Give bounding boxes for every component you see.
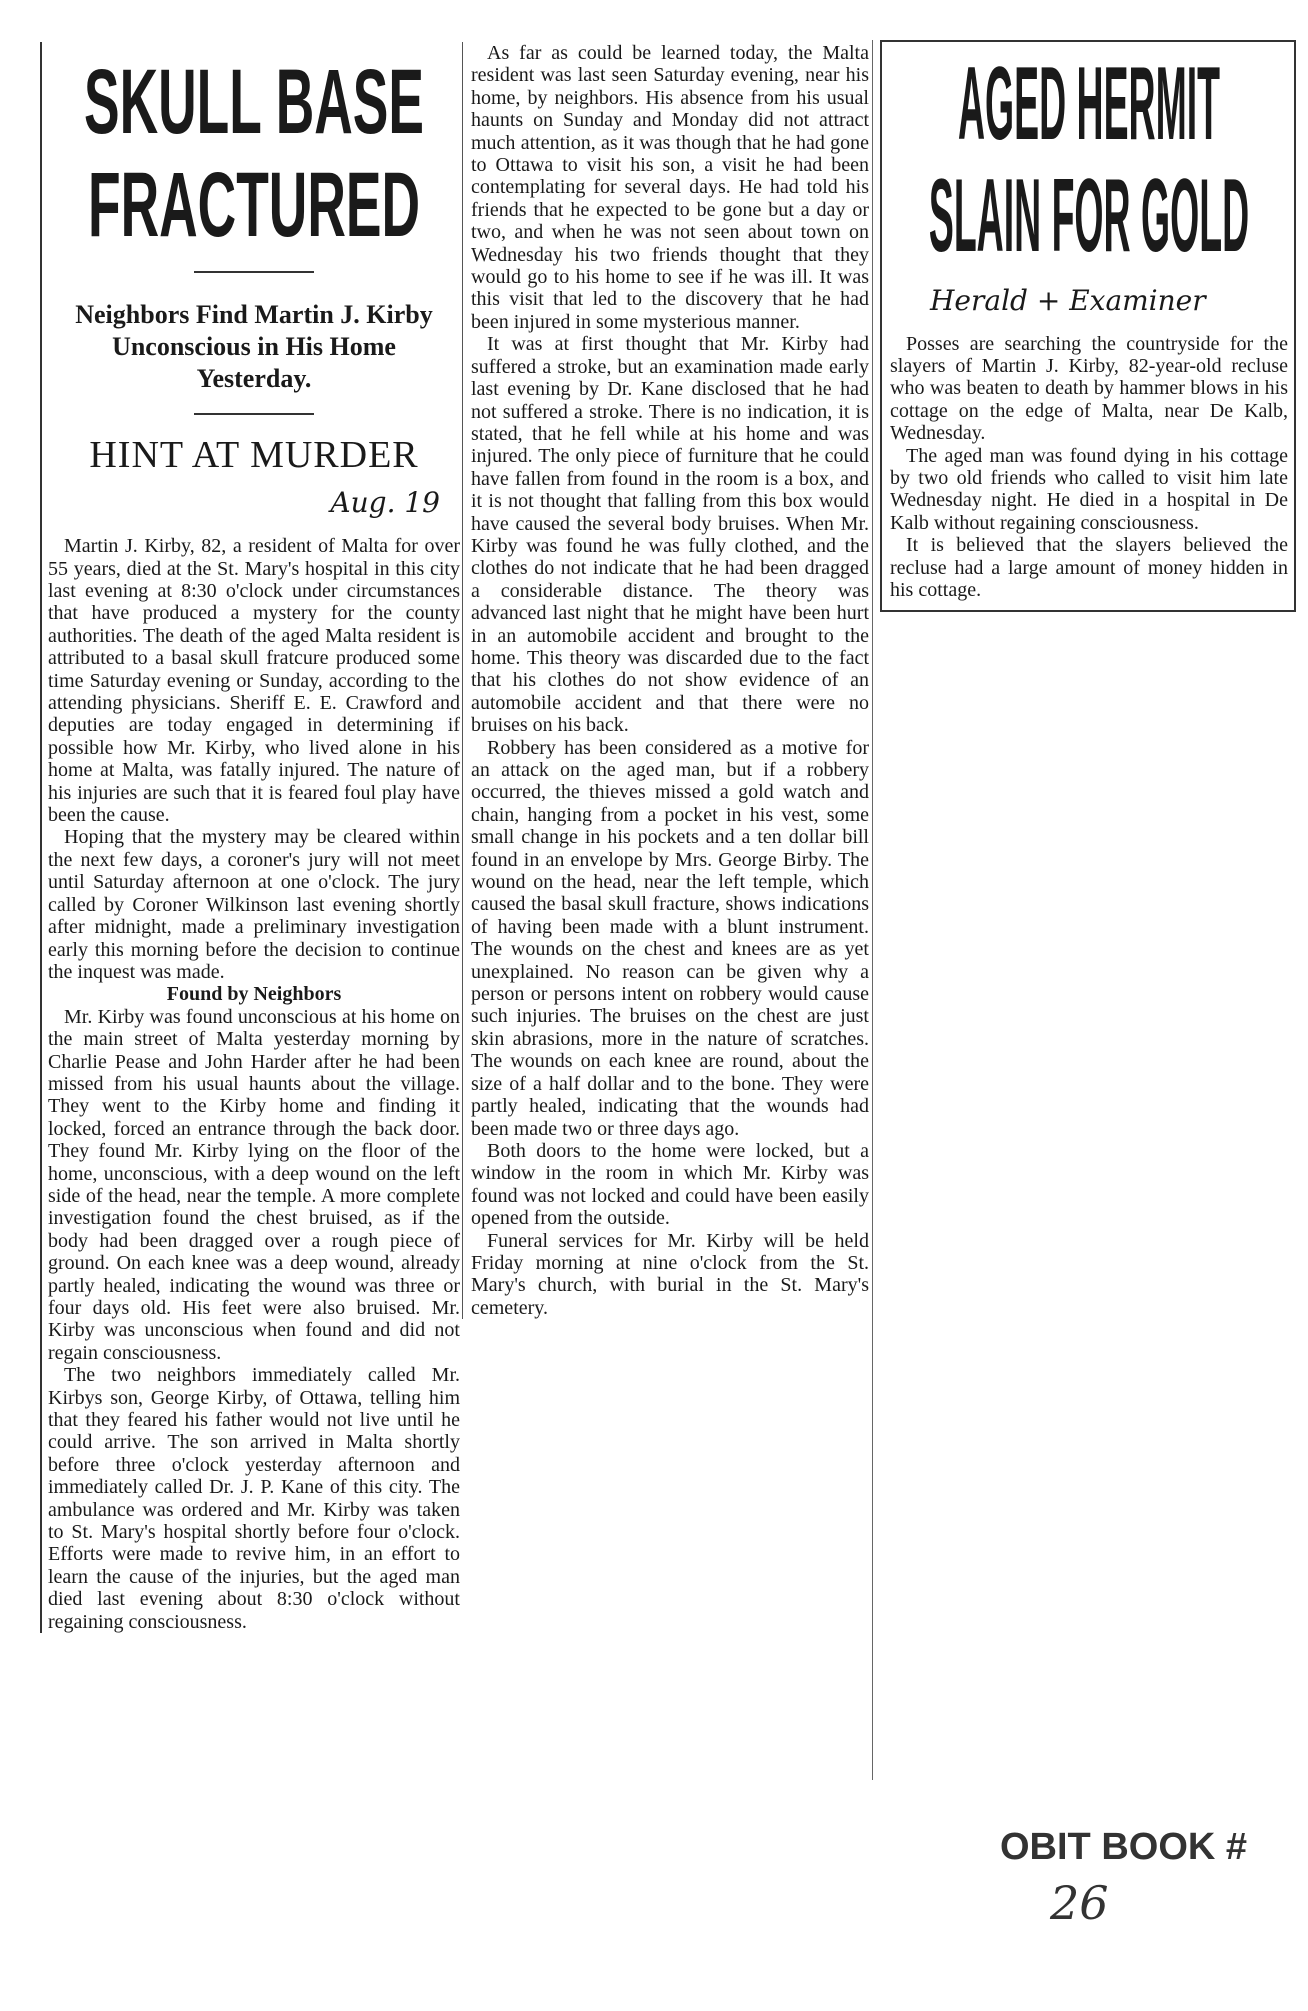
handwritten-date: Aug. 19 (330, 486, 440, 520)
paragraph: It was at first thought that Mr. Kirby had suffered a stroke, but an examination made early last evening by Dr. Kane disclosed that he had not suffered a stroke. There is no indication, it is stated, that he fell while at his home and was injured. The only piece of furniture that he could have fallen from found in the room is a box, and it is not thought that falling from this box would have caused the several body bruises. When Mr. Kirby was found he was fully clothed, and the clothes do not indicate that he had been dragged a considerable distance. The theory was advanced last night that he might have been hurt in an automobile accident and brought to the home. This theory was discarded due to the fact that his clothes do not show evidence of an automobile accident and that there were no bruises on his back. (471, 333, 869, 737)
divider (194, 413, 314, 415)
paragraph: Hoping that the mystery may be cleared within the next few days, a coroner's jury will not meet until Saturday afternoon at one o'clock. The jury called by Coroner Wilkinson last evening shortly after midnight, made a preliminary investigation early this morning before the decision to continue the inquest was made. (48, 826, 460, 983)
paragraph: The two neighbors immediately called Mr. Kirbys son, George Kirby, of Ottawa, telling him that they feared his father would not live until he could arrive. The son arrived in Malta shortly before three o'clock yesterday afternoon and immediately called Dr. J. P. Kane of this city. The ambulance was ordered and Mr. Kirby was taken to St. Mary's hospital shortly before four o'clock. Efforts were made to revive him, in an effort to learn the cause of the injuries, but the aged man died last evening about 8:30 o'clock without regaining consciousness. (48, 1364, 460, 1633)
deck: Neighbors Find Martin J. Kirby Unconscious in His Home Yesterday. (75, 300, 433, 394)
obit-book-number: 26 (1050, 1876, 1109, 1930)
headline: SLAIN FOR GOLD (928, 158, 1250, 275)
subhead: Found by Neighbors (166, 983, 342, 1006)
article-aged-hermit (880, 40, 1296, 612)
headline: AGED HERMIT (957, 46, 1221, 162)
divider (194, 271, 314, 273)
paragraph: As far as could be learned today, the Malta resident was last seen Saturday evening, near his home, by neighbors. His absence from his usual haunts on Sunday and Monday did not attract much attention, as it was though that he had gone to Ottawa to visit his son, a visit he had been contemplating for several days. He had told his friends that he expected to be gone but a day or two, and when he was not seen about town on Wednesday his two friends thought that they would go to his home to see if he was ill. It was this visit that led to the discovery that he had been injured in some mysterious manner. (471, 42, 869, 333)
paragraph: Funeral services for Mr. Kirby will be held Friday morning at nine o'clock from the St. Mary's church, with burial in the St. Mary's cemetery. (471, 1229, 869, 1319)
handwritten-source: Herald + Examiner (930, 283, 1206, 317)
paragraph: The aged man was found dying in his cottage by two old friends who called to visit him late Wednesday night. He died in a hospital in De Kalb without regaining consciousness. (890, 444, 1288, 534)
paragraph: It is believed that the slayers believed the recluse had a large amount of money hidden in his cottage. (890, 534, 1288, 602)
paragraph: Robbery has been considered as a motive for an attack on the aged man, but if a robbery occurred, the thieves missed a gold watch and chain, hanging from a pocket in his vest, some small change in his pockets and a ten dollar bill found in an envelope by Mrs. George Birby. The wound on the head, near the left temple, which caused the basal skull fracture, shows indications of having been made with a blunt instrument. The wounds on the chest and knees are as yet unexplained. No reason can be given why a person or persons intent on robbery would cause such injuries. The bruises on the chest are just skin abrasions, more in the nature of scratches. The wounds on each knee are round, about the size of a half dollar and to the bone. They were partly healed, indicating that the wounds had been made two or three days ago. (471, 736, 869, 1140)
paragraph: Mr. Kirby was found unconscious at his home on the main street of Malta yesterday morning by Charlie Pease and John Harder after he had been missed from his usual haunts about the village. They went to the Kirby home and finding it locked, forced an entrance through the back door. They found Mr. Kirby lying on the floor of the home, unconscious, with a deep wound on the left side of the head, near the temple. A more complete investigation found the chest bruised, as if the body had been dragged over a rough piece of ground. On each knee was a deep wound, already partly healed, indicating the wound was three or four days old. His feet were also bruised. Mr. Kirby was unconscious when found and did not regain consciousness. (48, 1005, 460, 1364)
obit-book-label: OBIT BOOK # (1000, 1826, 1248, 1868)
paragraph: Martin J. Kirby, 82, a resident of Malta for over 55 years, died at the St. Mary's hospital in this city last evening at 8:30 o'clock under circumstances that have produced a mystery for the county authorities. The death of the aged Malta resident is attributed to a basal skull fratcure produced some time Saturday evening or Sunday, according to the attending physicians. Sheriff E. E. Crawford and deputies are today engaged in determining if possible how Mr. Kirby, who lived alone in his home at Malta, was fatally injured. The nature of his injuries are such that it is feared foul play have been the cause. (48, 535, 460, 827)
column-divider (872, 40, 873, 1780)
headline: HINT AT MURDER (89, 434, 419, 477)
headline: SKULL BASE (84, 51, 424, 153)
headline: FRACTURED (88, 153, 420, 256)
article-skull-base-fractured (40, 42, 460, 1633)
article-continued (462, 42, 869, 1319)
paragraph: Posses are searching the countryside for the slayers of Martin J. Kirby, 82-year-old recluse who was beaten to death by hammer blows in his cottage on the edge of Malta, near De Kalb, Wednesday. (890, 332, 1288, 445)
paragraph: Both doors to the home were locked, but a window in the room in which Mr. Kirby was found was not locked and could have been easily opened from the outside. (471, 1139, 869, 1230)
